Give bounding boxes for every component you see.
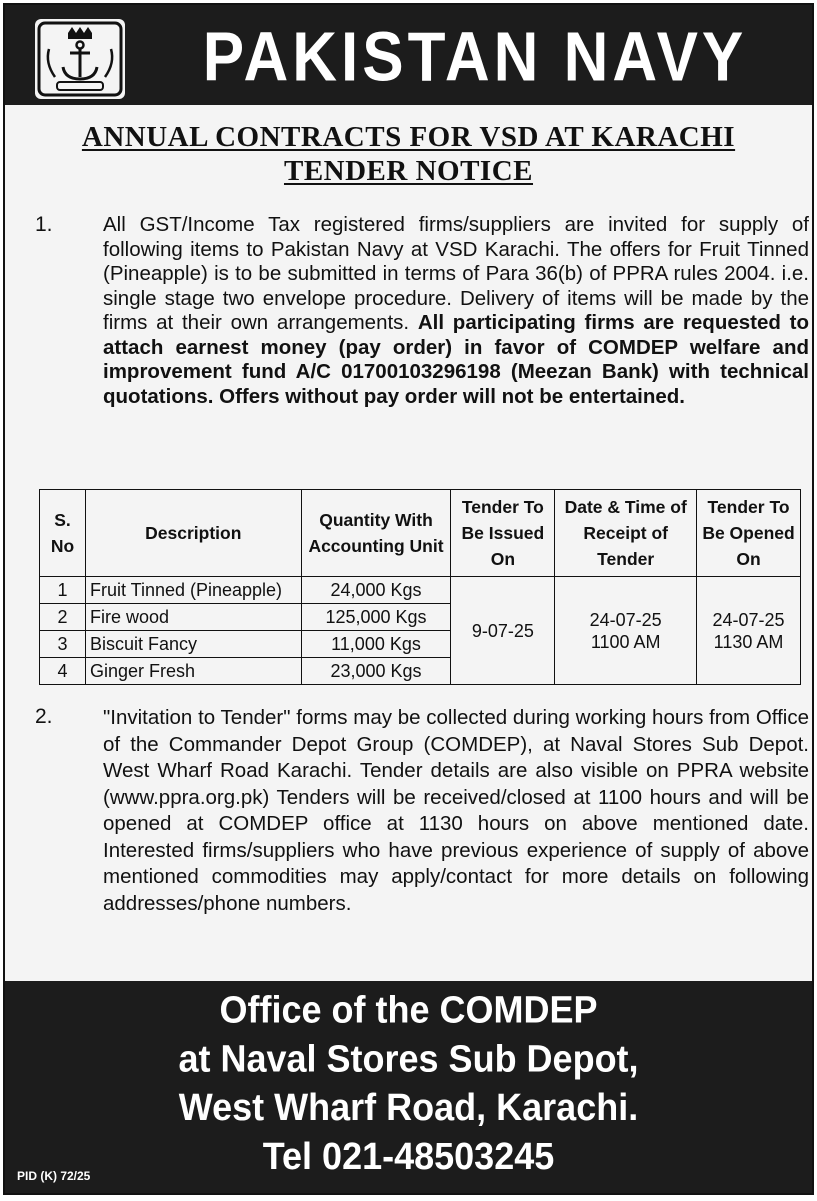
header-quantity: Quantity With Accounting Unit bbox=[301, 490, 451, 577]
row-sno: 2 bbox=[40, 604, 86, 631]
row-description: Fire wood bbox=[85, 604, 301, 631]
row-quantity: 23,000 Kgs bbox=[301, 658, 451, 685]
navy-anchor-crest-icon bbox=[35, 19, 125, 99]
header-description: Description bbox=[85, 490, 301, 577]
opened-time: 1130 AM bbox=[713, 631, 784, 652]
pid-code: PID (K) 72/25 bbox=[17, 1169, 91, 1183]
header-banner bbox=[5, 5, 812, 105]
row-quantity: 11,000 Kgs bbox=[301, 631, 451, 658]
para1-bold-text: All participating firms are requested to attach earnest money (pay order) in favor of COMDEP welfare and improvement fund A/C 01700103296198 (Meezan Bank) with technical quotations. Offers without pay order will not be entertained. bbox=[103, 311, 809, 408]
para1 bbox=[103, 213, 809, 409]
header-receipt: Date & Time of Receipt of Tender bbox=[555, 490, 697, 577]
row-description: Fruit Tinned (Pineapple) bbox=[85, 577, 301, 604]
row-description: Biscuit Fancy bbox=[85, 631, 301, 658]
receipt-cell bbox=[555, 577, 697, 685]
footer-banner bbox=[5, 981, 812, 1193]
issued-on: 9-07-25 bbox=[471, 620, 534, 641]
row-sno: 4 bbox=[40, 658, 86, 685]
header-issued: Tender To Be Issued On bbox=[451, 490, 555, 577]
items-table bbox=[39, 489, 801, 685]
para1-text: All GST/Income Tax registered firms/suppliers are invited for supply of following items to Pakistan Navy at VSD Karachi. The offers for Fruit Tinned (Pineapple) is to be submitted in terms of Para 36(b) of PPRA rules 2004. i.e. single stage two envelope procedure. Delivery of items will be made by the firms at their own arrangements. bbox=[103, 213, 809, 334]
table-header-row bbox=[40, 490, 801, 577]
receipt-time: 1100 AM bbox=[590, 631, 661, 652]
table-row bbox=[40, 577, 801, 604]
row-sno: 1 bbox=[40, 577, 86, 604]
address-line-road: West Wharf Road, Karachi. bbox=[178, 1085, 639, 1129]
row-sno: 3 bbox=[40, 631, 86, 658]
contract-heading: ANNUAL CONTRACTS FOR VSD AT KARACHI bbox=[81, 121, 736, 153]
header-opened: Tender To Be Opened On bbox=[697, 490, 801, 577]
phone-number: Tel 021-48503245 bbox=[262, 1133, 555, 1178]
opened-cell bbox=[697, 577, 801, 685]
page-title: PAKISTAN NAVY bbox=[202, 18, 748, 97]
row-description: Ginger Fresh bbox=[85, 658, 301, 685]
address-line-office: Office of the COMDEP bbox=[219, 987, 598, 1032]
para2-number: 2. bbox=[35, 705, 53, 728]
para2-text: "Invitation to Tender" forms may be collected during working hours from Office of the Commander Depot Group (COMDEP), at Naval Stores Sub Depot. West Wharf Road Karachi. Tender details are also visible on PPRA website (www.ppra.org.pk) Tenders will be received/closed at 1100 hours and will be opened at COMDEP office at 1130 hours on above mentioned date. Interested firms/suppliers who have previous experience of supply of above mentioned commodities may apply/contact for more details on following addresses/phone numbers. bbox=[103, 706, 809, 915]
tender-notice bbox=[3, 3, 814, 1195]
notice-heading: TENDER NOTICE bbox=[283, 155, 534, 187]
row-quantity: 125,000 Kgs bbox=[301, 604, 451, 631]
issued-on-cell bbox=[451, 577, 555, 685]
row-quantity: 24,000 Kgs bbox=[301, 577, 451, 604]
address-line-depot: at Naval Stores Sub Depot, bbox=[178, 1036, 639, 1080]
receipt-date: 24-07-25 bbox=[589, 609, 662, 630]
office-address bbox=[5, 985, 812, 1180]
para1-number: 1. bbox=[35, 213, 53, 236]
opened-date: 24-07-25 bbox=[712, 609, 785, 630]
header-sno: S. No bbox=[40, 490, 86, 577]
